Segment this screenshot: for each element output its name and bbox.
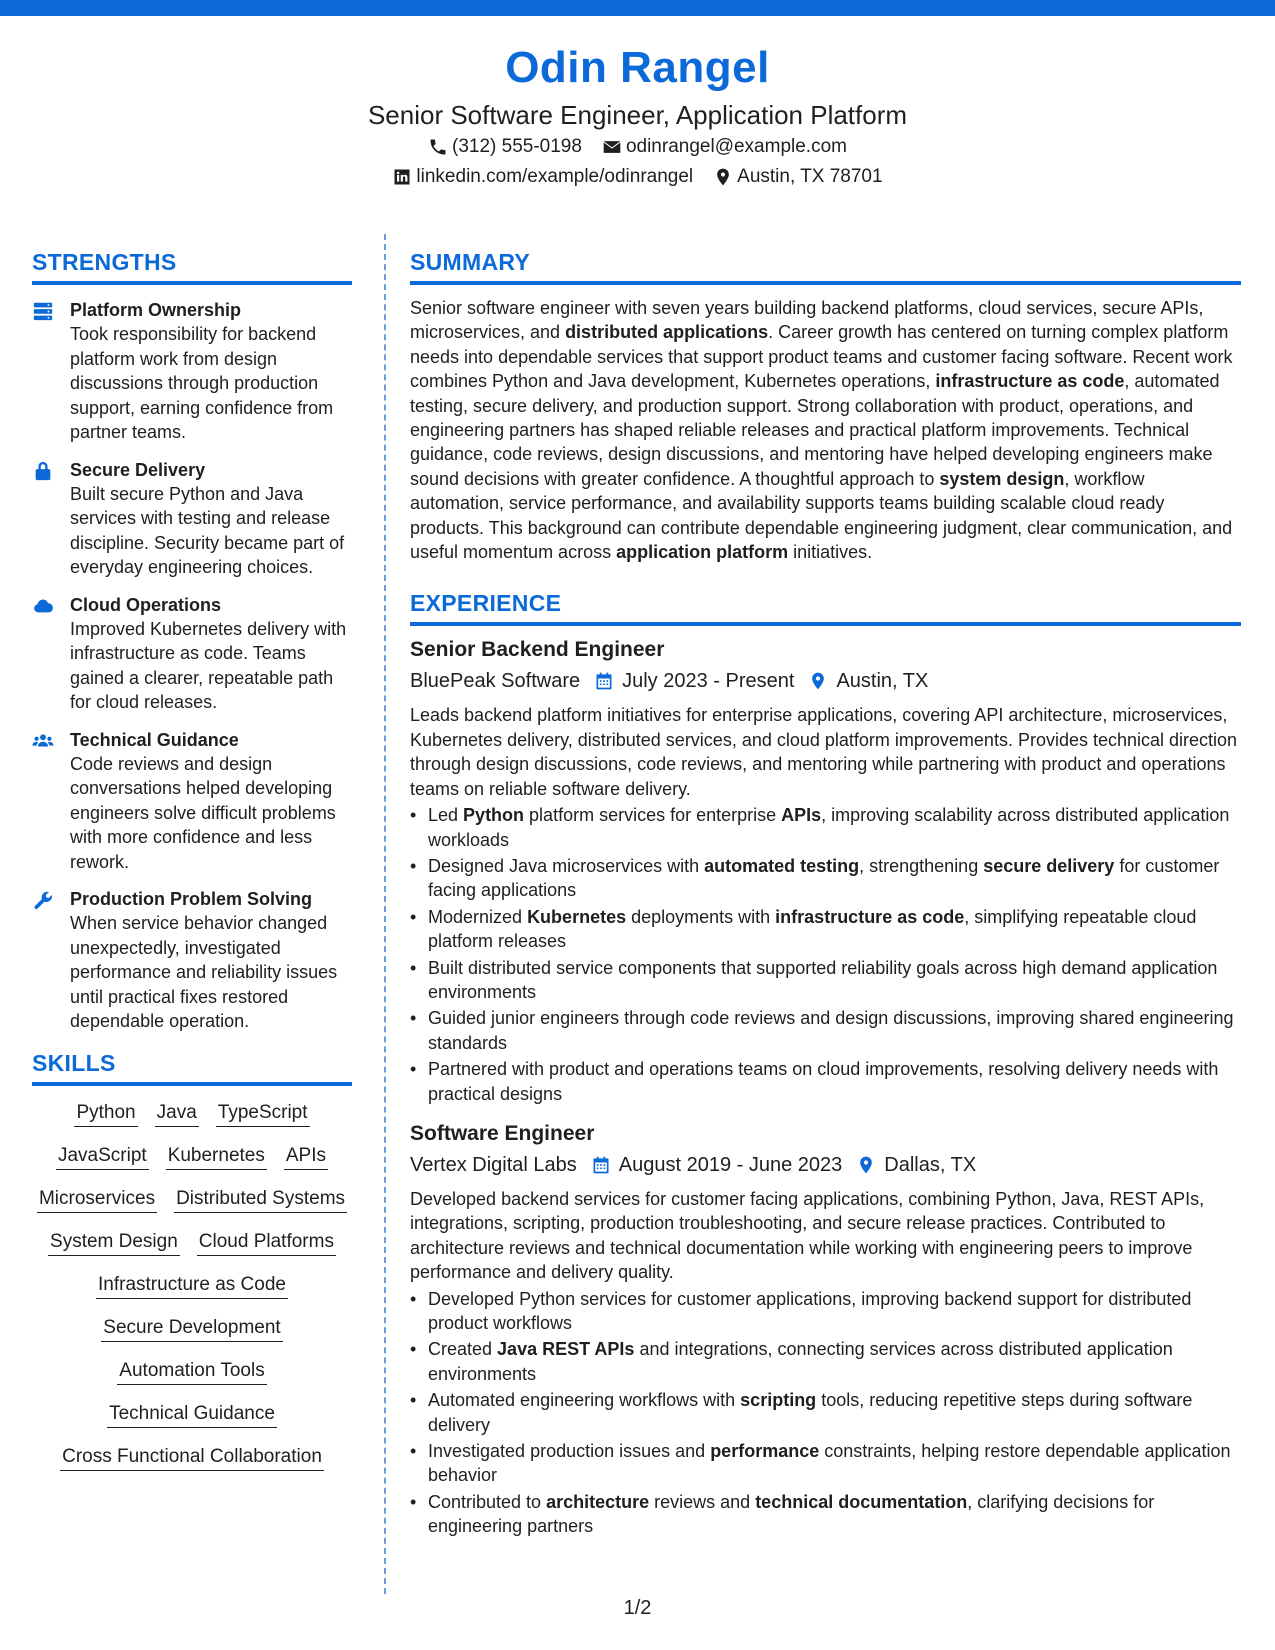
skill-row bbox=[117, 1358, 266, 1385]
map-pin-icon bbox=[856, 1155, 876, 1175]
bullet-item bbox=[410, 1287, 1241, 1336]
summary-text bbox=[410, 296, 1241, 564]
phone-contact bbox=[428, 132, 582, 162]
text-segment: Investigated production issues and bbox=[428, 1441, 711, 1462]
resume-header bbox=[0, 40, 1275, 192]
job-meta bbox=[410, 667, 1241, 695]
text-segment: initiatives. bbox=[788, 542, 873, 563]
contact-row-1 bbox=[0, 132, 1275, 162]
skill-tag: Microservices bbox=[37, 1186, 157, 1213]
bold-keyword: automated testing bbox=[704, 855, 860, 876]
strength-title: Cloud Operations bbox=[70, 594, 222, 615]
job-dates: August 2019 - June 2023 bbox=[618, 1153, 843, 1176]
bold-keyword: technical documentation bbox=[755, 1491, 968, 1512]
skill-tag: APIs bbox=[284, 1143, 328, 1170]
job-bullets bbox=[410, 1287, 1241, 1539]
job-description: Leads backend platform initiatives for enterprise applications, covering API architecture, microservices, Kubernetes delivery, distributed services, and cloud platform improvements. Provides technical direction through design discussions, code reviews, and mentoring while partnering with product and operations teams on reliable software delivery. bbox=[410, 705, 1238, 799]
strength-item bbox=[32, 887, 352, 1034]
skill-tag: Automation Tools bbox=[117, 1358, 266, 1385]
job-title: Senior Backend Engineer bbox=[410, 638, 665, 662]
linkedin-contact[interactable] bbox=[392, 162, 693, 192]
right-column bbox=[410, 247, 1241, 1541]
calendar-icon bbox=[591, 1155, 611, 1175]
strength-description: Took responsibility for backend platform work from design discussions through production support, earning confidence from partner teams. bbox=[70, 324, 334, 442]
text-segment: , workflow automation, service performance, and availability supports teams building scalable cloud ready products. This background can contribute dependable engineering judgment, clear communication, and useful momentum across bbox=[410, 468, 1233, 563]
envelope-icon bbox=[602, 137, 622, 157]
lock-icon bbox=[32, 460, 54, 482]
strength-item bbox=[32, 458, 352, 580]
skill-tag: Technical Guidance bbox=[107, 1401, 277, 1428]
job-location: Dallas, TX bbox=[884, 1153, 977, 1176]
email-contact[interactable] bbox=[602, 132, 847, 162]
location-text: Austin, TX 78701 bbox=[737, 166, 883, 187]
skill-tag: TypeScript bbox=[216, 1100, 310, 1127]
bold-keyword: performance bbox=[710, 1441, 820, 1462]
bullet-item bbox=[410, 905, 1241, 954]
job-entry bbox=[410, 1120, 1241, 1539]
job-title: Software Engineer bbox=[410, 1121, 595, 1145]
column-divider bbox=[384, 234, 386, 1594]
bullet-item bbox=[410, 1006, 1241, 1055]
skill-row bbox=[101, 1315, 282, 1342]
bullet-item bbox=[410, 1057, 1241, 1106]
text-segment: Led bbox=[428, 805, 464, 826]
calendar-icon bbox=[594, 671, 614, 691]
text-segment: Built distributed service components that supported reliability goals across high demand application environments bbox=[428, 957, 1218, 1002]
text-segment: , strengthening bbox=[859, 855, 984, 876]
page-number: 1/2 bbox=[623, 1597, 652, 1619]
text-segment: platform services for enterprise bbox=[524, 805, 782, 826]
linkedin-icon bbox=[392, 167, 412, 187]
skill-row bbox=[96, 1272, 288, 1299]
skill-row bbox=[56, 1143, 328, 1170]
experience-section bbox=[410, 588, 1241, 1538]
strength-item bbox=[32, 298, 352, 445]
bold-keyword: architecture bbox=[546, 1491, 650, 1512]
skill-tag: Secure Development bbox=[101, 1315, 282, 1342]
skill-tag: Java bbox=[155, 1100, 199, 1127]
cloud-icon bbox=[32, 595, 54, 617]
skill-tag: Cross Functional Collaboration bbox=[60, 1444, 324, 1471]
bold-keyword: distributed applications bbox=[565, 322, 769, 343]
bullet-item bbox=[410, 854, 1241, 903]
skill-row bbox=[37, 1186, 347, 1213]
phone-text: (312) 555-0198 bbox=[452, 136, 582, 157]
job-meta bbox=[410, 1151, 1241, 1179]
bold-keyword: Python bbox=[463, 805, 525, 826]
text-segment: deployments with bbox=[626, 906, 776, 927]
text-segment: . Career growth has centered on turning complex platform needs into dependable services that support product teams and customer facing software. Recent work combines Python and Java development, Kubernetes operations, bbox=[410, 322, 1233, 392]
text-segment: constraints, helping restore dependable application behavior bbox=[428, 1441, 1231, 1486]
strength-description: Code reviews and design conversations helped developing engineers solve difficult problems with more confidence and less rework. bbox=[70, 753, 336, 872]
skills-heading: SKILLS bbox=[32, 1048, 352, 1086]
bold-keyword: infrastructure as code bbox=[935, 371, 1125, 392]
bullet-item bbox=[410, 803, 1241, 852]
strength-item bbox=[32, 593, 352, 715]
email-text[interactable]: odinrangel@example.com bbox=[625, 136, 847, 157]
skill-row bbox=[74, 1100, 309, 1127]
text-segment: Developed Python services for customer applications, improving backend support for distributed product workflows bbox=[428, 1288, 1192, 1333]
skill-tag: Kubernetes bbox=[166, 1143, 267, 1170]
candidate-headline: Senior Software Engineer, Application Platform bbox=[367, 100, 908, 130]
text-segment: , improving scalability across distributed application workloads bbox=[428, 805, 1230, 850]
left-column bbox=[32, 247, 352, 1487]
bold-keyword: Kubernetes bbox=[527, 906, 627, 927]
bold-keyword: APIs bbox=[781, 805, 822, 826]
job-company: BluePeak Software bbox=[410, 670, 581, 693]
bullet-item bbox=[410, 956, 1241, 1005]
text-segment: Automated engineering workflows with bbox=[428, 1390, 741, 1411]
job-entry bbox=[410, 636, 1241, 1106]
text-segment: , clarifying decisions for engineering partners bbox=[428, 1491, 1155, 1537]
candidate-name: Odin Rangel bbox=[505, 43, 770, 92]
skill-tag: Cloud Platforms bbox=[197, 1229, 336, 1256]
text-segment: tools, reducing repetitive steps during software delivery bbox=[428, 1390, 1193, 1435]
text-segment: Partnered with product and operations teams on cloud improvements, resolving delivery needs with practical designs bbox=[428, 1059, 1219, 1104]
strength-title: Platform Ownership bbox=[70, 300, 242, 320]
location-contact bbox=[713, 162, 882, 192]
text-segment: Modernized bbox=[428, 906, 528, 927]
text-segment: Created bbox=[428, 1339, 498, 1360]
job-company: Vertex Digital Labs bbox=[410, 1153, 577, 1176]
strength-title: Secure Delivery bbox=[70, 459, 206, 480]
job-description: Developed backend services for customer facing applications, combining Python, Java, REST APIs, integrations, scripting, production troubleshooting, and secure release practices. Contributed to architecture reviews and technical documentation while working with engineering peers to improve performance and delivery quality. bbox=[410, 1188, 1205, 1283]
strengths-list bbox=[32, 298, 352, 1034]
strength-title: Technical Guidance bbox=[70, 729, 239, 750]
text-segment: Guided junior engineers through code reviews and design discussions, improving shared engineering standards bbox=[428, 1008, 1234, 1053]
bold-keyword: scripting bbox=[740, 1390, 817, 1411]
bold-keyword: application platform bbox=[616, 542, 789, 563]
strength-description: When service behavior changed unexpectedly, investigated performance and reliability issues until practical fixes restored dependable operation. bbox=[70, 913, 338, 1031]
text-segment: Senior software engineer with seven years building backend platforms, cloud services, secure APIs, microservices, and bbox=[410, 298, 1204, 343]
job-dates: July 2023 - Present bbox=[622, 670, 795, 693]
bold-keyword: Java REST APIs bbox=[497, 1339, 635, 1360]
skill-tag: Distributed Systems bbox=[174, 1186, 347, 1213]
bullet-item bbox=[410, 1337, 1241, 1386]
map-pin-icon bbox=[713, 167, 733, 187]
skills-list bbox=[32, 1100, 352, 1487]
phone-icon bbox=[428, 137, 448, 157]
job-bullets bbox=[410, 803, 1241, 1106]
skills-section bbox=[32, 1048, 352, 1487]
text-segment: , simplifying repeatable cloud platform releases bbox=[428, 906, 1197, 952]
bold-keyword: infrastructure as code bbox=[775, 906, 965, 927]
bullet-item bbox=[410, 1439, 1241, 1488]
bold-keyword: secure delivery bbox=[983, 855, 1115, 876]
server-icon bbox=[32, 300, 54, 322]
job-location: Austin, TX bbox=[836, 670, 929, 693]
top-accent-bar bbox=[0, 0, 1275, 16]
summary-heading: SUMMARY bbox=[410, 247, 1241, 285]
text-segment: and integrations, connecting services across distributed application environments bbox=[428, 1339, 1173, 1384]
skill-tag: Python bbox=[74, 1100, 137, 1127]
text-segment: , automated testing, secure delivery, and production support. Strong collaboration with product, operations, and engineering partners has shaped reliable releases and practical platform improvements. Technical guidance, code reviews, design discussions, and mentoring have helped developing engineers make sound decisions with greater confidence. A thoughtful approach to bbox=[410, 371, 1220, 489]
linkedin-text[interactable]: linkedin.com/example/odinrangel bbox=[416, 166, 694, 187]
bold-keyword: system design bbox=[939, 468, 1065, 489]
strength-description: Improved Kubernetes delivery with infrastructure as code. Teams gained a clearer, repeatable path for cloud releases. bbox=[70, 618, 347, 712]
users-icon bbox=[32, 730, 54, 752]
bullet-item bbox=[410, 1388, 1241, 1437]
text-segment: reviews and bbox=[649, 1491, 756, 1512]
text-segment: Contributed to bbox=[428, 1491, 547, 1512]
strength-description: Built secure Python and Java services with testing and release discipline. Security became part of everyday engineering choices. bbox=[70, 483, 345, 577]
skill-row bbox=[48, 1229, 336, 1256]
skill-tag: Infrastructure as Code bbox=[96, 1272, 288, 1299]
contact-row-2 bbox=[0, 162, 1275, 192]
experience-heading: EXPERIENCE bbox=[410, 588, 1241, 626]
skill-row bbox=[107, 1401, 277, 1428]
strength-title: Production Problem Solving bbox=[70, 889, 313, 909]
strengths-heading: STRENGTHS bbox=[32, 247, 352, 285]
text-segment: for customer facing applications bbox=[428, 855, 1220, 901]
map-pin-icon bbox=[808, 671, 828, 691]
skill-tag: System Design bbox=[48, 1229, 180, 1256]
skill-tag: JavaScript bbox=[56, 1143, 149, 1170]
wrench-icon bbox=[32, 889, 54, 911]
strength-item bbox=[32, 728, 352, 875]
skill-row bbox=[60, 1444, 324, 1471]
text-segment: Designed Java microservices with bbox=[428, 855, 705, 876]
bullet-item bbox=[410, 1490, 1241, 1539]
